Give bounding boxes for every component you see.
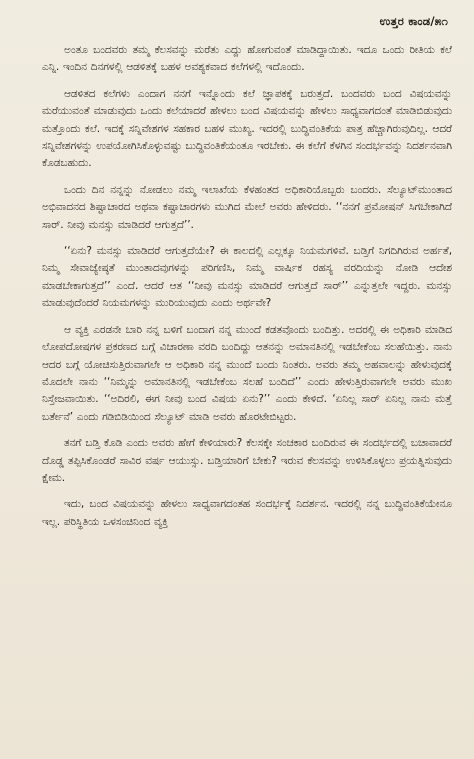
running-header: ಉತ್ತರ ಕಾಂಡ/೫೧ — [379, 14, 448, 28]
paragraph-7: ಇದು, ಬಂದ ವಿಷಯವನ್ನು ಹೇಳಲು ಸಾಧ್ಯವಾಗದಂತಹ ಸಂದರ್ಭಕ್ಕೆ ನಿದರ್ಶನ. ಇದರಲ್ಲಿ ನನ್ನ ಬುದ್ಧಿವಂತಿಕೆಯೇನೂ ಇಲ್ಲ. ಪರಿಸ್ಥಿತಿಯ ಒಳಸಂಚಿನಿಂದ ವ್ಯಕ್ತಿ — [42, 498, 452, 528]
paragraph-3: ಒಂದು ದಿನ ನನ್ನನ್ನು ನೋಡಲು ನಮ್ಮ ಇಲಾಖೆಯ ಕೆಳಹಂತದ ಅಧಿಕಾರಿಯೊಬ್ಬರು ಬಂದರು. ಸೆಲ್ಯೂಟ್‌ಮುಂತಾದ ಅಭಿವಾದನದ ಶಿಷ್ಟಾಚಾರದ ಅಥವಾ ಕಷ್ಟಾಚಾರಗಳು ಮುಗಿದ ಮೇಲೆ ಅವರು ಹೇಳಿದರು. ‘‘ನನಗೆ ಪ್ರಮೋಷನ್ ಸಿಗಬೇಕಾಗಿದೆ ಸಾರ್. ನೀವು ಮನಸ್ಸು ಮಾಡಿದರೆ ಆಗುತ್ತದೆ’’. — [42, 183, 452, 231]
paragraph-6: ತನಗೆ ಬಡ್ತಿ ಕೊಡಿ ಎಂದು ಅವರು ಹೇಗೆ ಕೇಳಿಯಾರು? ಕೆಲಸಕ್ಕೇ ಸಂಚಕಾರ ಬಂದಿರುವ ಈ ಸಂದರ್ಭದಲ್ಲಿ ಬಚಾವಾದರೆ ದೊಡ್ಡ ತಪ್ಪಿಸಿಕೊಂಡರೆ ಸಾವಿರ ವರ್ಷ ಆಯುಸ್ಸು. ಬಡ್ತಿಯಾರಿಗೆ ಬೇಕು? ಇರುವ ಕೆಲಸವನ್ನು ಉಳಿಸಿಕೊಳ್ಳಲು ಪ್ರಯತ್ನಿಸುವುದು ಕ್ಷೇಮ. — [42, 437, 452, 484]
paragraph-4: ‘‘ಏನು? ಮನಸ್ಸು ಮಾಡಿದರೆ ಆಗುತ್ತದೆಯೇ? ಈ ಕಾಲದಲ್ಲಿ ಎಲ್ಲಕ್ಕೂ ನಿಯಮಗಳಿವೆ. ಬಡ್ತಿಗೆ ನಿಗದಿಗಿರುವ ಅರ್ಹತೆ, ನಿಮ್ಮ ಸೇವಾಜ್ಯೇಷ್ಠತೆ ಮುಂತಾದವುಗಳನ್ನು ಪರಿಗಣಿಸಿ, ನಿಮ್ಮ ವಾರ್ಷಿಕ ರಹಸ್ಯ ವರದಿಯನ್ನು ನೋಡಿ ಆದೇಶ ಮಾಡಬೇಕಾಗುತ್ತದೆ’’ ಎಂದೆ. ಆದರೆ ಆತ ‘‘ನೀವು ಮನಸ್ಸು ಮಾಡಿದರೆ ಆಗುತ್ತದೆ ಸಾರ್’’ ಎನ್ನುತ್ತಲೇ ಇದ್ದರು. ಮನಸ್ಸು ಮಾಡುವುದೆಂದರೆ ನಿಯಮಗಳನ್ನು ಮುರಿಯುವುದು ಎಂದು ಅರ್ಥವೇ? — [42, 245, 452, 310]
paragraph-5: ಆ ವ್ಯಕ್ತಿ ಎರಡನೇ ಬಾರಿ ನನ್ನ ಬಳಿಗೆ ಬಂದಾಗ ನನ್ನ ಮುಂದೆ ಕಡತವೊಂದು ಬಂದಿತ್ತು. ಅದರಲ್ಲಿ ಈ ಅಧಿಕಾರಿ ಮಾಡಿದ ಲೋಪದೋಷಗಳ ಪ್ರಕರಣದ ಬಗ್ಗೆ ವಿಚಾರಣಾ ವರದಿ ಬಂದಿದ್ದು ಆತನನ್ನು ಅಮಾನತಿನಲ್ಲಿ ಇಡಬೇಕೆಂಬ ಸಲಹೆಯಿತ್ತು. ನಾನು ಆದರ ಬಗ್ಗೆ ಯೋಚಿಸುತ್ತಿರುವಾಗಲೇ ಆ ಅಧಿಕಾರಿ ನನ್ನ ಮುಂದೆ ಬಂದು ನಿಂತರು. ಅವರು ತಮ್ಮ ಅಹವಾಲನ್ನು ಹೇಳುವುದಕ್ಕೆ ಮೊದಲೇ ನಾನು ‘‘ನಿಮ್ಮನ್ನು ಅಮಾನತಿನಲ್ಲಿ ಇಡಬೇಕೆಂಬ ಸಲಹೆ ಬಂದಿದೆ’’ ಎಂದು ಹೇಳುತ್ತಿರುವಾಗಲೇ ಅವರು ಮುಖ ನಿಸ್ತೇಜವಾಯಿತು. ‘‘ಅದಿರಲಿ, ಈಗ ನೀವು ಬಂದ ವಿಷಯ ಏನು?’’ ಎಂದು ಕೇಳಿದೆ. ‘ಏನಿಲ್ಲ ಸಾರ್ ಏನಿಲ್ಲ ನಾನು ಮತ್ತೆ ಬರ್ತೇನೆ’ ಎಂದು ಗಡಿಬಿಡಿಯಿಂದ ಸೆಲ್ಯೂಟ್ ಮಾಡಿ ಅವರು ಹೊರಟೇಬಿಟ್ಟರು. — [42, 323, 452, 423]
paragraph-2: ಆಡಳಿತದ ಕಲೆಗಳು ಎಂದಾಗ ನನಗೆ ಇನ್ನೊಂದು ಕಲೆ ಜ್ಞಾಪಕಕ್ಕೆ ಬರುತ್ತದೆ. ಬಂದವರು ಬಂದ ವಿಷಯವನ್ನು ಮರೆಯುವಂತೆ ಮಾಡುವುದು ಒಂದು ಕಲೆಯಾದರೆ ಹೇಳಲು ಬಂದ ವಿಷಯವನ್ನು ಹೇಳಲು ಸಾಧ್ಯವಾಗದಂತೆ ಮಾಡಿಬಿಡುವುದು ಮತ್ತೊಂದು ಕಲೆ. ಇದಕ್ಕೆ ಸನ್ನಿವೇಶಗಳ ಸಹಕಾರ ಬಹಳ ಮುಖ್ಯ. ಇದರಲ್ಲಿ ಬುದ್ಧಿವಂತಿಕೆಯ ಪಾತ್ರ ಹೆಚ್ಚಾಗಿರುವುದಿಲ್ಲ. ಆದರೆ ಸನ್ನಿವೇಶಗಳನ್ನು ಉಪಯೋಗಿಸಿಕೊಳ್ಳುವಷ್ಟು ಬುದ್ಧಿವಂತಿಕೆಯಂತೂ ಇರಬೇಕು. ಈ ಕಲೆಗೆ ಕೆಳಗಿನ ಸಂದರ್ಭವನ್ನು ನಿದರ್ಶನವಾಗಿ ಕೊಡಬಹುದು. — [42, 87, 452, 170]
paragraph-1: ಅಂತೂ ಬಂದವರು ತಮ್ಮ ಕೆಲಸವನ್ನು ಮರೆತು ಎದ್ದು ಹೋಗುವಂತೆ ಮಾಡಿದ್ದಾಯಿತು. ಇದೂ ಒಂದು ರೀತಿಯ ಕಲೆ ಎನ್ನಿ. ಇಂದಿನ ದಿನಗಳಲ್ಲಿ ಆಡಳಿತಕ್ಕೆ ಬಹಳ ಅವಶ್ಯಕವಾದ ಕಲೆಗಳಲ್ಲಿ ಇದೊಂದು. — [42, 44, 452, 74]
